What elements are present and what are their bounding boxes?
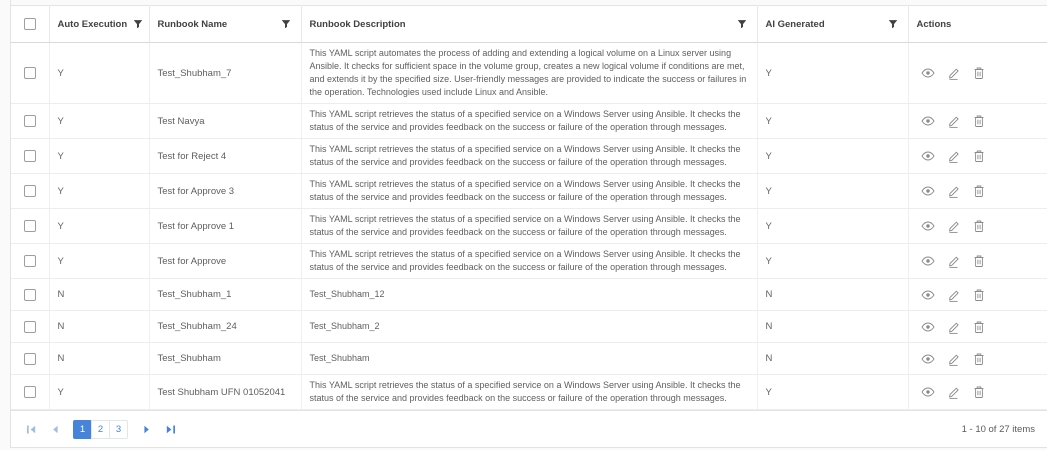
- select-all-checkbox[interactable]: [24, 18, 36, 30]
- ai-generated-value: Y: [765, 150, 772, 162]
- row-select-cell: [11, 279, 49, 311]
- actions-cell: [908, 209, 1047, 244]
- runbook-name-cell: [149, 104, 301, 139]
- table-row: [11, 174, 1047, 209]
- runbook-description: This YAML script retrieves the status of a specified service on a Windows Server using Ansible. It checks the status of the service and provides feedback on the success or failure of the operation through messages.: [309, 179, 741, 202]
- auto-execution-cell: [49, 174, 149, 209]
- actions-cell: [908, 174, 1047, 209]
- pencil-icon: [947, 66, 961, 80]
- runbook-name: Test for Approve 3: [157, 185, 235, 197]
- runbook-description: Test_Shubham_12: [309, 289, 385, 299]
- auto-execution-value: Y: [57, 67, 64, 79]
- pager-page-2[interactable]: 2: [91, 420, 110, 439]
- pencil-icon: [947, 114, 961, 128]
- trash-icon: [972, 149, 986, 163]
- runbook-description-cell: [301, 375, 757, 410]
- pager-page-3[interactable]: 3: [109, 420, 128, 439]
- edit-runbook-button[interactable]: [947, 352, 961, 366]
- runbooks-grid: [10, 0, 1047, 448]
- eye-icon: [921, 352, 935, 366]
- auto-execution-value: N: [57, 321, 65, 332]
- auto-execution-cell: [49, 343, 149, 375]
- runbook-description-cell: [301, 104, 757, 139]
- runbook-description-cell: [301, 209, 757, 244]
- filter-icon[interactable]: [886, 17, 900, 31]
- auto-execution-cell: [49, 244, 149, 279]
- trash-icon: [972, 352, 986, 366]
- ai-generated-cell: [757, 174, 908, 209]
- table-row: [11, 311, 1047, 343]
- filter-icon[interactable]: [735, 17, 749, 31]
- edit-runbook-button[interactable]: [947, 288, 961, 302]
- ai-generated-value: N: [765, 353, 773, 364]
- table-row: [11, 279, 1047, 311]
- edit-runbook-button[interactable]: [947, 219, 961, 233]
- auto-execution-cell: [49, 104, 149, 139]
- edit-runbook-button[interactable]: [947, 385, 961, 399]
- runbook-description-cell: [301, 43, 757, 104]
- auto-execution-cell: [49, 311, 149, 343]
- column-header-ai-generated[interactable]: [757, 6, 908, 43]
- ai-generated-value: N: [765, 321, 773, 332]
- row-select-cell: [11, 104, 49, 139]
- trash-icon: [972, 114, 986, 128]
- eye-icon: [921, 288, 935, 302]
- pencil-icon: [947, 184, 961, 198]
- runbook-name: Test_Shubham: [157, 353, 221, 364]
- row-checkbox[interactable]: [24, 220, 36, 232]
- edit-runbook-button[interactable]: [947, 320, 961, 334]
- pager-pages: [73, 420, 128, 439]
- row-checkbox[interactable]: [24, 115, 36, 127]
- runbook-name-cell: [149, 343, 301, 375]
- ai-generated-cell: [757, 279, 908, 311]
- edit-runbook-button[interactable]: [947, 184, 961, 198]
- eye-icon: [921, 184, 935, 198]
- ai-generated-cell: [757, 139, 908, 174]
- pencil-icon: [947, 352, 961, 366]
- auto-execution-value: N: [57, 289, 65, 300]
- table-row: [11, 139, 1047, 174]
- ai-generated-cell: [757, 244, 908, 279]
- pager: [11, 410, 1047, 448]
- trash-icon: [972, 385, 986, 399]
- runbook-description: This YAML script retrieves the status of a specified service on a Windows Server using Ansible. It checks the status of the service and provides feedback on the success or failure of the operation through messages.: [309, 214, 741, 237]
- runbook-name-cell: [149, 311, 301, 343]
- pencil-icon: [947, 219, 961, 233]
- pager-next-button[interactable]: [136, 420, 156, 439]
- pager-page-1[interactable]: 1: [73, 420, 92, 439]
- prev-page-icon: [51, 425, 60, 434]
- ai-generated-value: Y: [765, 386, 772, 398]
- trash-icon: [972, 184, 986, 198]
- ai-generated-value: Y: [765, 185, 772, 197]
- ai-generated-value: Y: [765, 115, 772, 127]
- column-label: Auto Execution: [57, 18, 128, 30]
- row-select-cell: [11, 343, 49, 375]
- eye-icon: [921, 66, 935, 80]
- eye-icon: [921, 254, 935, 268]
- delete-runbook-button[interactable]: [972, 66, 986, 80]
- runbook-description: This YAML script retrieves the status of a specified service on a Windows Server using Ansible. It checks the status of the service and provides feedback on the success or failure of the operation through messages.: [309, 249, 741, 272]
- column-header-runbook-description[interactable]: [301, 6, 757, 43]
- delete-runbook-button[interactable]: [972, 149, 986, 163]
- row-checkbox[interactable]: [24, 321, 36, 333]
- ai-generated-value: Y: [765, 67, 772, 79]
- table-row: [11, 209, 1047, 244]
- runbook-name: Test_Shubham_24: [157, 321, 237, 332]
- trash-icon: [972, 219, 986, 233]
- next-page-icon: [142, 425, 151, 434]
- eye-icon: [921, 320, 935, 334]
- ai-generated-cell: [757, 43, 908, 104]
- pencil-icon: [947, 288, 961, 302]
- delete-runbook-button[interactable]: [972, 114, 986, 128]
- auto-execution-value: Y: [57, 220, 64, 232]
- pager-nav: [19, 420, 182, 439]
- auto-execution-value: Y: [57, 115, 64, 127]
- runbook-description-cell: [301, 139, 757, 174]
- row-select-cell: [11, 139, 49, 174]
- ai-generated-value: Y: [765, 255, 772, 267]
- view-runbook-button[interactable]: [921, 149, 935, 163]
- filter-icon[interactable]: [279, 17, 293, 31]
- actions-cell: [908, 104, 1047, 139]
- actions-cell: [908, 343, 1047, 375]
- row-select-cell: [11, 244, 49, 279]
- runbook-description: This YAML script retrieves the status of a specified service on a Windows Server using Ansible. It checks the status of the service and provides feedback on the success or failure of the operation through messages.: [309, 144, 741, 167]
- auto-execution-cell: [49, 209, 149, 244]
- runbook-name: Test for Reject 4: [157, 150, 227, 162]
- view-runbook-button[interactable]: [921, 114, 935, 128]
- delete-runbook-button[interactable]: [972, 288, 986, 302]
- eye-icon: [921, 219, 935, 233]
- delete-runbook-button[interactable]: [972, 352, 986, 366]
- ai-generated-value: N: [765, 289, 773, 300]
- auto-execution-cell: [49, 43, 149, 104]
- runbook-name-cell: [149, 375, 301, 410]
- runbook-description-cell: [301, 244, 757, 279]
- row-checkbox[interactable]: [24, 289, 36, 301]
- column-label: Runbook Name: [157, 18, 228, 30]
- eye-icon: [921, 149, 935, 163]
- runbook-description: Test_Shubham: [309, 353, 370, 363]
- ai-generated-cell: [757, 311, 908, 343]
- runbook-description-cell: [301, 311, 757, 343]
- view-runbook-button[interactable]: [921, 66, 935, 80]
- pager-prev-button[interactable]: [45, 420, 65, 439]
- runbook-name: Test_Shubham_7: [157, 67, 232, 79]
- eye-icon: [921, 114, 935, 128]
- trash-icon: [972, 288, 986, 302]
- ai-generated-cell: [757, 104, 908, 139]
- row-checkbox[interactable]: [24, 353, 36, 365]
- pager-info: 1 - 10 of 27 items: [961, 423, 1035, 435]
- auto-execution-cell: [49, 279, 149, 311]
- auto-execution-value: Y: [57, 150, 64, 162]
- runbook-description-cell: [301, 279, 757, 311]
- row-select-cell: [11, 375, 49, 410]
- runbook-description: Test_Shubham_2: [309, 321, 380, 331]
- view-runbook-button[interactable]: [921, 219, 935, 233]
- ai-generated-cell: [757, 343, 908, 375]
- filter-icon[interactable]: [131, 17, 145, 31]
- row-checkbox[interactable]: [24, 386, 36, 398]
- table-row: [11, 343, 1047, 375]
- auto-execution-value: Y: [57, 386, 64, 398]
- delete-runbook-button[interactable]: [972, 385, 986, 399]
- auto-execution-cell: [49, 139, 149, 174]
- pencil-icon: [947, 254, 961, 268]
- runbook-name-cell: [149, 139, 301, 174]
- pager-first-button[interactable]: [21, 420, 41, 439]
- row-select-cell: [11, 311, 49, 343]
- edit-runbook-button[interactable]: [947, 254, 961, 268]
- row-checkbox[interactable]: [24, 67, 36, 79]
- runbook-name: Test_Shubham_1: [157, 289, 232, 300]
- runbook-name: Test Shubham UFN 01052041: [157, 386, 286, 398]
- view-runbook-button[interactable]: [921, 254, 935, 268]
- delete-runbook-button[interactable]: [972, 254, 986, 268]
- eye-icon: [921, 385, 935, 399]
- ai-generated-cell: [757, 375, 908, 410]
- runbook-name-cell: [149, 209, 301, 244]
- actions-cell: [908, 43, 1047, 104]
- runbook-name: Test for Approve 1: [157, 220, 235, 232]
- row-checkbox[interactable]: [24, 255, 36, 267]
- column-label: AI Generated: [765, 18, 825, 30]
- row-checkbox[interactable]: [24, 185, 36, 197]
- delete-runbook-button[interactable]: [972, 219, 986, 233]
- pager-last-button[interactable]: [160, 420, 180, 439]
- table-row: [11, 104, 1047, 139]
- edit-runbook-button[interactable]: [947, 114, 961, 128]
- runbook-description: This YAML script retrieves the status of a specified service on a Windows Server using Ansible. It checks the status of the service and provides feedback on the success or failure of the operation through messages.: [309, 109, 741, 132]
- edit-runbook-button[interactable]: [947, 149, 961, 163]
- trash-icon: [972, 66, 986, 80]
- last-page-icon: [165, 425, 176, 434]
- actions-cell: [908, 244, 1047, 279]
- ai-generated-value: Y: [765, 220, 772, 232]
- trash-icon: [972, 254, 986, 268]
- view-runbook-button[interactable]: [921, 385, 935, 399]
- pencil-icon: [947, 385, 961, 399]
- table-row: [11, 244, 1047, 279]
- header-row: [11, 6, 1047, 43]
- table-row: [11, 43, 1047, 104]
- table-row: [11, 375, 1047, 410]
- actions-cell: [908, 311, 1047, 343]
- view-runbook-button[interactable]: [921, 320, 935, 334]
- view-runbook-button[interactable]: [921, 352, 935, 366]
- actions-cell: [908, 139, 1047, 174]
- runbook-name-cell: [149, 43, 301, 104]
- trash-icon: [972, 320, 986, 334]
- view-runbook-button[interactable]: [921, 184, 935, 198]
- first-page-icon: [26, 425, 37, 434]
- runbook-name-cell: [149, 244, 301, 279]
- column-header-actions: [908, 6, 1047, 43]
- actions-cell: [908, 279, 1047, 311]
- row-checkbox[interactable]: [24, 150, 36, 162]
- runbook-name-cell: [149, 279, 301, 311]
- runbook-description-cell: [301, 174, 757, 209]
- edit-runbook-button[interactable]: [947, 66, 961, 80]
- delete-runbook-button[interactable]: [972, 320, 986, 334]
- auto-execution-value: Y: [57, 255, 64, 267]
- runbook-name: Test Navya: [157, 115, 205, 127]
- pencil-icon: [947, 320, 961, 334]
- delete-runbook-button[interactable]: [972, 184, 986, 198]
- column-label: Actions: [916, 18, 952, 30]
- ai-generated-cell: [757, 209, 908, 244]
- actions-cell: [908, 375, 1047, 410]
- auto-execution-value: N: [57, 353, 65, 364]
- row-select-cell: [11, 174, 49, 209]
- runbook-description: This YAML script retrieves the status of a specified service on a Windows Server using Ansible. It checks the status of the service and provides feedback on the success or failure of the operation through messages.: [309, 380, 741, 403]
- runbooks-table: [11, 5, 1047, 410]
- column-header-runbook-name[interactable]: [149, 6, 301, 43]
- column-label: Runbook Description: [309, 18, 406, 30]
- column-header-auto-execution[interactable]: [49, 6, 149, 43]
- auto-execution-cell: [49, 375, 149, 410]
- auto-execution-value: Y: [57, 185, 64, 197]
- view-runbook-button[interactable]: [921, 288, 935, 302]
- row-select-cell: [11, 43, 49, 104]
- pencil-icon: [947, 149, 961, 163]
- column-header-select: [11, 6, 49, 43]
- runbook-name: Test for Approve: [157, 255, 227, 267]
- row-select-cell: [11, 209, 49, 244]
- runbook-description-cell: [301, 343, 757, 375]
- runbook-description: This YAML script automates the process of adding and extending a logical volume on a Linux server using Ansible. It checks for sufficient space in the volume group, creates a new logical volume if conditions are met, and extends it by the specified size. User-friendly messages are provided to indicate the success or failures in the operation. Technologies used include Linux and Ansible.: [309, 48, 747, 97]
- runbook-name-cell: [149, 174, 301, 209]
